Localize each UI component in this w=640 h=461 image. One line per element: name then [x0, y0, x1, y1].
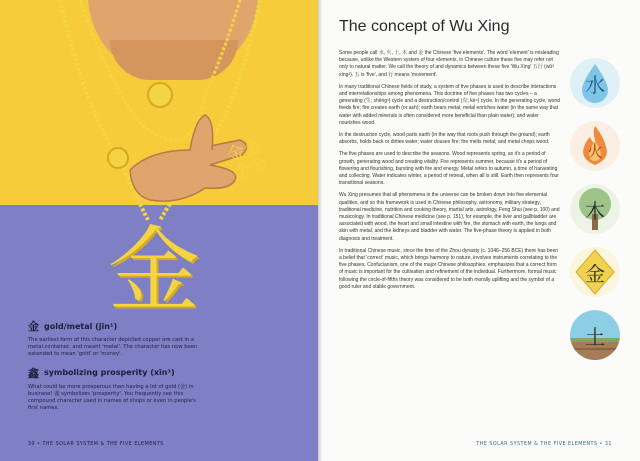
left-captions — [28, 318, 198, 418]
vertical-gold-glyph-chain: 金金金金 — [224, 134, 272, 186]
wood-element-icon — [570, 184, 620, 234]
water-glyph: 水 — [585, 72, 605, 97]
fire-glyph: 火 — [586, 141, 603, 161]
prosperity-caption-title: symbolizing prosperity (xīn³) — [44, 368, 175, 378]
large-gold-glyph: 金 — [108, 217, 201, 324]
gold-caption-body: The earliest form of this character depicted copper ore cast in a metal container, and meant 'metal'. The character has now been extended to mean 'gold' or 'money'. — [28, 337, 198, 358]
right-folio: THE SOLAR SYSTEM & THE FIVE ELEMENTS • 31 — [476, 442, 612, 447]
body-paragraph: Some people call 水, 火, 土, 木 and 金 the Chinese 'five elements'. The word 'element' is misleading because, unlike the Western system of four elements, in Chinese culture these five may refer not only to natural matter. We call the theory of and dynamics between these five 'Wu Xing' 五行 (wǔ³ xíng²). 五 is 'five', and 行 means 'movement'. — [339, 50, 559, 78]
water-element-icon — [570, 58, 620, 108]
earth-element-icon — [570, 310, 620, 360]
prosperity-glyph-icon: 鑫 — [28, 366, 39, 380]
body-paragraph: The five phases are used to describe the seasons. Wood represents spring, as it's a period of growth, generating wood and creating vitality. Fire represents summer, because it's a period of flowering and flourishing, bursting with fire and energy. Metal refers to autumn, a time of harvesting and collecting. Water indicates winter, a period of retreat, when all is still. Earth then represents four transitional seasons. — [339, 151, 559, 187]
gold-glyph-icon: 金 — [28, 320, 39, 333]
wood-glyph: 木 — [585, 198, 605, 223]
body-paragraph: In the destruction cycle, wood parts earth (in the way that roots push through the ground); earth absorbs, holds back or dirties water; water douses fire; fire melts metal; and metal chops wood. — [339, 132, 550, 146]
body-paragraph: In traditional Chinese music, since the time of the Zhou dynasty (c. 1046–256 BCE) there has been a belief that 'correct' music, which brings harmony to nature, involves instruments correlating to the five phases. Confucianism, one of the major Chinese philosophies, emphasizes that a correct form of music is important for the cultivation and refinement of the individual. Furthermore, formal music following the circle-of-fifths theory was considered to be both morally uplifting and the symbol of a good ruler and stable government. — [339, 247, 559, 290]
prosperity-caption-body: What could be more prosperous than having a lot of gold (金) in business! 鑫 symbolizes 'prosperity'. You frequently see this compound character used in names of shops or even in people's first names. — [28, 383, 197, 412]
metal-glyph: 金 — [585, 261, 605, 286]
right-page — [322, 0, 640, 461]
fire-element-icon — [570, 121, 620, 171]
body-paragraph: Wu Xing presumes that all phenomena in the universe can be broken down into five elemental qualities, and so this framework is used in Chinese philosophy, astronomy, military strategy, traditional medicine, nutrition and cooking theory, martial arts, astrology, Feng Shui (see p. 100) and musicology. In traditional Chinese medicine (see p. 151), for example, the liver and gallbladder are associated with wood, the heart and small intestine with fire, the stomach with earth, the lungs and skin with metal, and the kidneys and bladder with water. The five-phase theory is applied in both diagnosis and treatment. — [339, 192, 560, 242]
five-elements-icon-column — [566, 58, 626, 373]
prosperity-caption-heading — [28, 365, 198, 381]
body-paragraph: In many traditional Chinese fields of study, a system of five phases is used to describe interactions and interrelationships among phenomena. This doctrine of five phases has two cycles – a generating (生; shēng¹) cycle and a destruction/control (克; kè⁴) cycle. In the generating cycle, wood feeds fire; fire creates earth (or ash); earth bears metal; metal enriches water (in the same way that water with added minerals is often considered more beneficial than plain water); and water nourishes wood. — [339, 83, 560, 126]
body-text-column — [339, 50, 561, 296]
left-folio: 30 • THE SOLAR SYSTEM & THE FIVE ELEMENTS — [28, 442, 164, 447]
gold-caption-heading — [28, 318, 198, 334]
page-title: The concept of Wu Xing — [339, 18, 510, 35]
earth-glyph: 土 — [585, 324, 605, 349]
metal-element-icon — [570, 247, 620, 297]
gold-caption-title: gold/metal (jīn¹) — [44, 321, 118, 331]
medallion-top — [148, 83, 172, 107]
left-page — [0, 0, 318, 461]
